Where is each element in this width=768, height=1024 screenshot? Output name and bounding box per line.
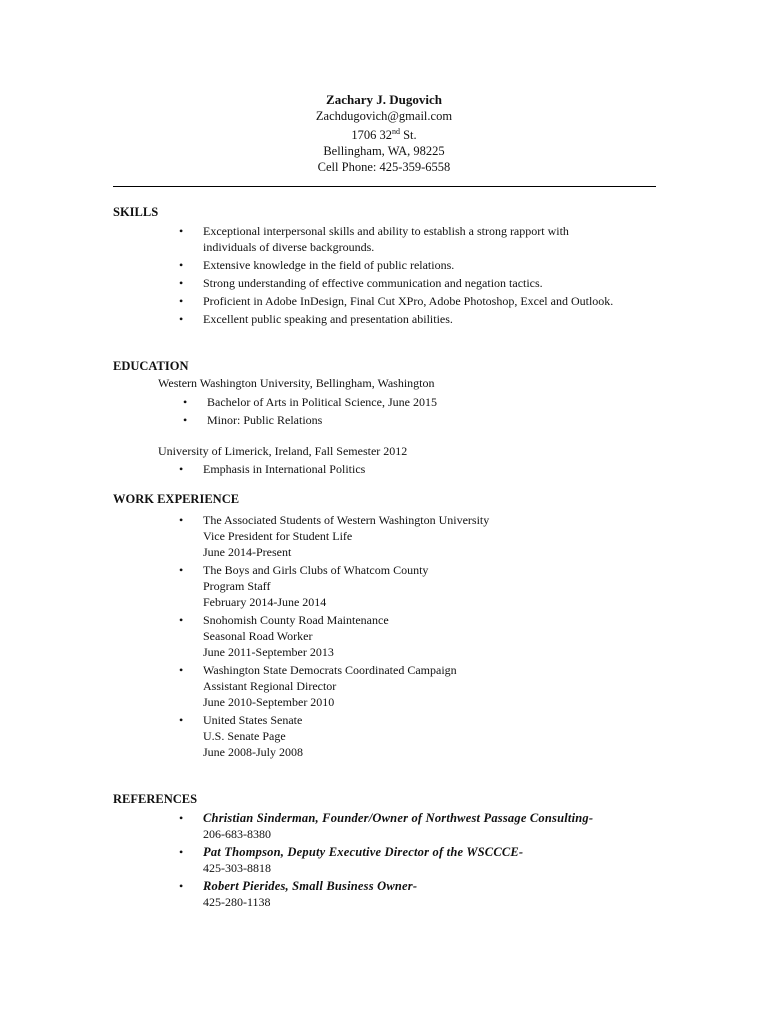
street-number-suffix: nd: [391, 127, 400, 136]
job-entry: [179, 612, 623, 660]
school-western-washington: Western Washington University, Bellingham, Washington: [158, 376, 435, 390]
bullet-icon: •: [179, 513, 184, 527]
skills-list: [179, 223, 623, 327]
bullet-icon: •: [179, 276, 184, 290]
job-dates: June 2011-September 2013: [203, 645, 334, 659]
bullet-icon: •: [179, 224, 184, 238]
reference-name: Pat Thompson, Deputy Executive Director of the WSCCCE-: [203, 845, 524, 859]
bullet-icon: •: [179, 462, 184, 476]
header-divider: [113, 186, 656, 187]
education-item: • Bachelor of Arts in Political Science, June 2015: [183, 395, 437, 409]
skill-item: • Extensive knowledge in the field of public relations.: [179, 258, 455, 272]
bullet-icon: •: [179, 613, 184, 627]
job-entry: [179, 662, 623, 710]
job-entry: [179, 512, 623, 560]
education-heading: EDUCATION: [113, 359, 189, 373]
bullet-icon: •: [179, 713, 184, 727]
job-role: Seasonal Road Worker: [203, 629, 313, 643]
education-item: • Emphasis in International Politics: [179, 462, 366, 476]
job-organization: Washington State Democrats Coordinated Campaign: [203, 663, 457, 677]
references-heading: REFERENCES: [113, 792, 198, 806]
education-item: • Minor: Public Relations: [183, 413, 323, 427]
work-experience-heading: WORK EXPERIENCE: [113, 492, 240, 506]
bullet-icon: •: [179, 811, 184, 825]
work-list: [179, 512, 623, 760]
reference-entry: [179, 844, 643, 876]
phone-number: Cell Phone: 425-359-6558: [317, 160, 451, 175]
job-organization: The Boys and Girls Clubs of Whatcom County: [203, 563, 429, 577]
bullet-icon: •: [179, 663, 184, 677]
job-dates: June 2008-July 2008: [203, 745, 303, 759]
street-address: [0, 124, 768, 143]
bullet-icon: •: [179, 312, 184, 326]
contact-header: [0, 92, 768, 175]
bullet-icon: •: [183, 395, 188, 409]
reference-name: Christian Sinderman, Founder/Owner of Northwest Passage Consulting-: [203, 811, 594, 825]
reference-entry: [179, 878, 643, 910]
reference-entry: [179, 810, 643, 842]
bullet-icon: •: [179, 879, 184, 893]
school2-details: [179, 461, 603, 477]
skill-item: • Exceptional interpersonal skills and ability to establish a strong rapport with individuals of diverse backgrounds.: [179, 224, 569, 254]
reference-phone: 425-303-8818: [203, 861, 271, 875]
job-dates: June 2010-September 2010: [203, 695, 335, 709]
job-role: Vice President for Student Life: [203, 529, 353, 543]
job-organization: The Associated Students of Western Washington University: [203, 513, 490, 527]
bullet-icon: •: [183, 413, 188, 427]
reference-phone: 206-683-8380: [203, 827, 271, 841]
reference-phone: 425-280-1138: [203, 895, 271, 909]
school-limerick: University of Limerick, Ireland, Fall Semester 2012: [158, 444, 408, 458]
job-role: U.S. Senate Page: [203, 729, 286, 743]
bullet-icon: •: [179, 294, 184, 308]
skill-item: • Strong understanding of effective communication and negation tactics.: [179, 276, 543, 290]
school1-details: [183, 394, 607, 428]
bullet-icon: •: [179, 258, 184, 272]
skill-item: • Excellent public speaking and presentation abilities.: [179, 312, 453, 326]
bullet-icon: •: [179, 563, 184, 577]
bullet-icon: •: [179, 845, 184, 859]
job-entry: [179, 712, 623, 760]
job-role: Program Staff: [203, 579, 271, 593]
reference-name: Robert Pierides, Small Business Owner-: [203, 879, 418, 893]
job-organization: Snohomish County Road Maintenance: [203, 613, 389, 627]
job-dates: June 2014-Present: [203, 545, 292, 559]
city-state-zip: Bellingham, WA, 98225: [323, 144, 445, 159]
skills-heading: SKILLS: [113, 205, 159, 219]
job-dates: February 2014-June 2014: [203, 595, 327, 609]
job-role: Assistant Regional Director: [203, 679, 337, 693]
street-number: 1706 32: [351, 128, 392, 143]
job-organization: United States Senate: [203, 713, 303, 727]
job-entry: [179, 562, 623, 610]
email-address: Zachdugovich@gmail.com: [315, 109, 453, 123]
skill-item: • Proficient in Adobe InDesign, Final Cut XPro, Adobe Photoshop, Excel and Outlook.: [179, 294, 614, 308]
applicant-name: Zachary J. Dugovich: [326, 92, 442, 107]
street-name: St.: [399, 128, 417, 143]
references-list: [179, 810, 643, 910]
